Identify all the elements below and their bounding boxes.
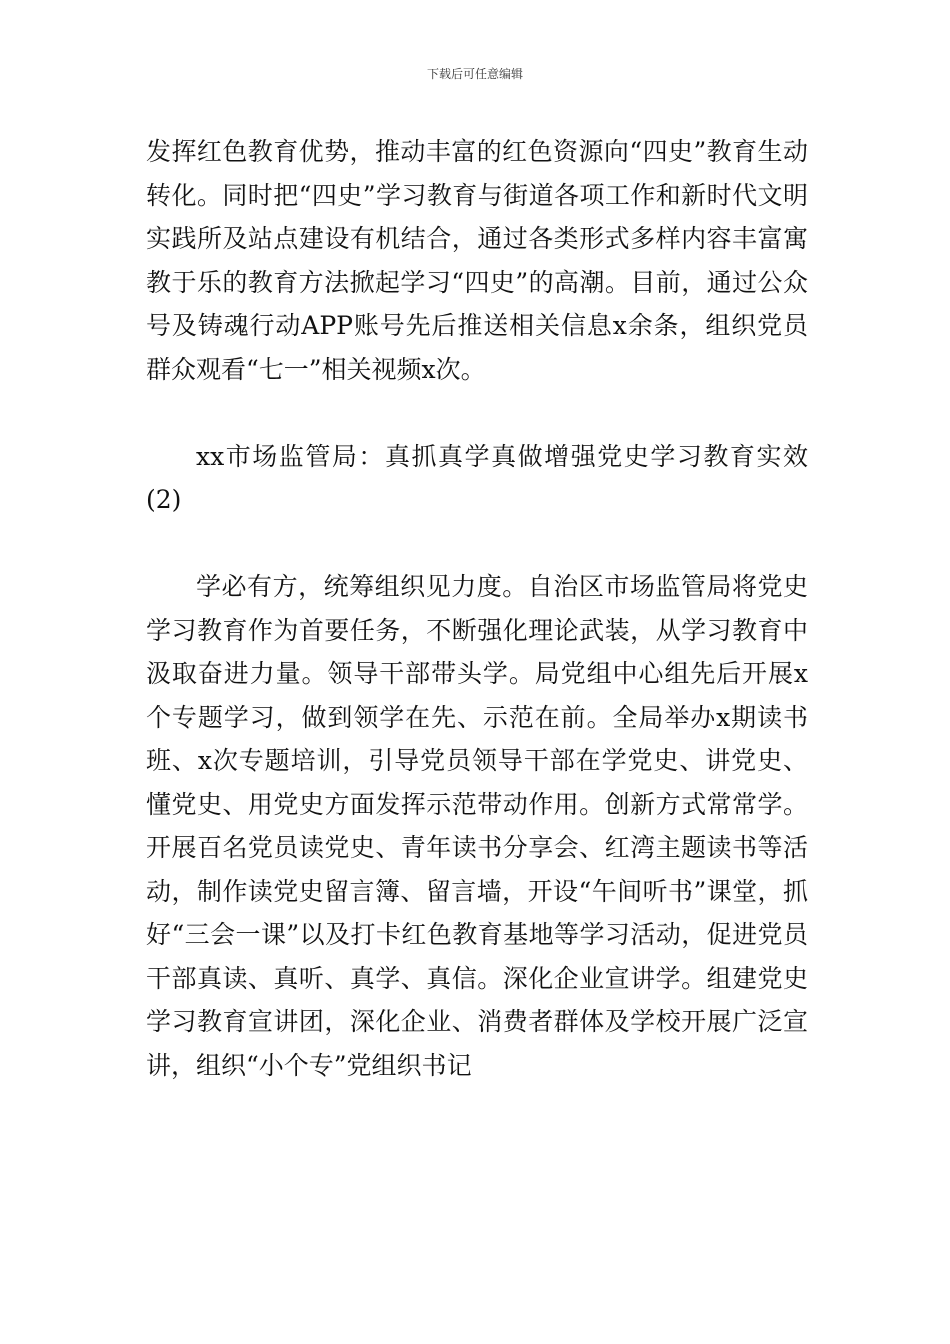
paragraph-market-supervision: 学必有方，统筹组织见力度。自治区市场监管局将党史学习教育作为首要任务，不断强化理论武装，从学习教育中汲取奋进力量。领导干部带头学。局党组中心组先后开展x个专题学习，做到领学在先、示范在前。全局举办x期读书班、x次专题培训，引导党员领导干部在学党史、讲党史、懂党史、用党史方面发挥示范带动作用。创新方式常常学。开展百名党员读党史、青年读书分享会、红湾主题读书等活动，制作读党史留言簿、留言墙，开设“午间听书”课堂，抓好“三会一课”以及打卡红色教育基地等学习活动，促进党员干部真读、真听、真学、真信。深化企业宣讲学。组建党史学习教育宣讲团，深化企业、消费者群体及学校开展广泛宣讲，组织“小个专”党组织书记 <box>146 572 808 1080</box>
paragraph-red-education: 发挥红色教育优势，推动丰富的红色资源向“四史”教育生动转化。同时把“四史”学习教育与街道各项工作和新时代文明实践所及站点建设有机结合，通过各类形式多样内容丰富寓教于乐的教育方法掀起学习“四史”的高潮。目前，通过公众号及铸魂行动APP账号先后推送相关信息x余条，组织党员群众观看“七一”相关视频x次。 <box>146 137 808 384</box>
paragraph-spacer <box>146 522 808 566</box>
page-header: 下载后可任意编辑 <box>426 67 523 81</box>
section-heading: xx市场监管局：真抓真学真做增强党史学习教育实效(2) <box>146 441 808 514</box>
paragraph-spacer <box>146 391 808 435</box>
document-body <box>146 130 808 1087</box>
